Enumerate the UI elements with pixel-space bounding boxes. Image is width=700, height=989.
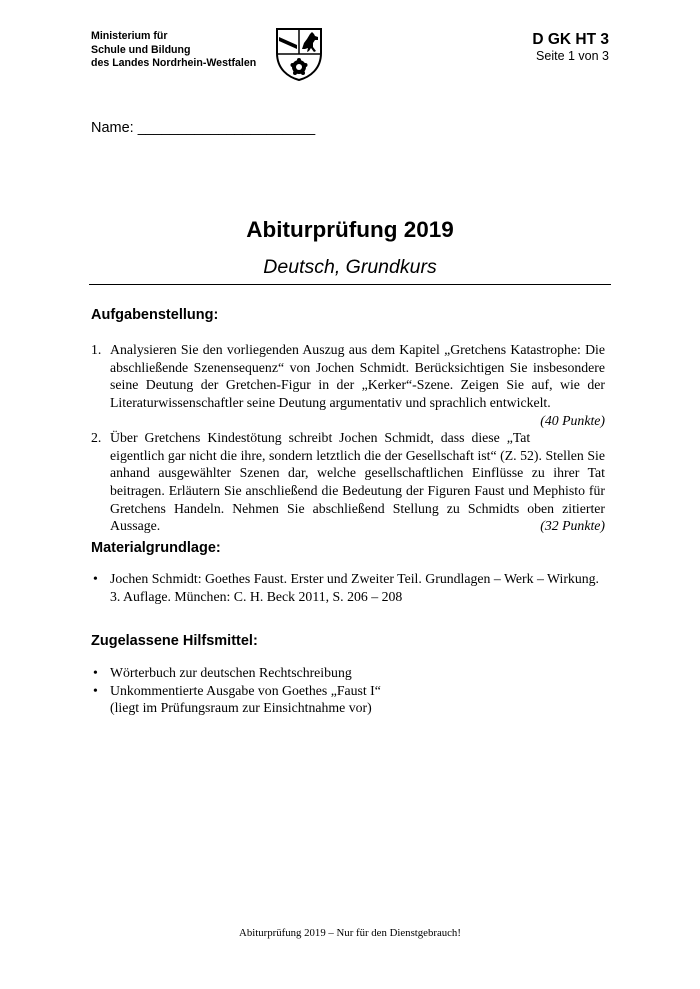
aids-list [91, 664, 605, 717]
task-points: (32 Punkte) [540, 518, 605, 534]
aid-note: (liegt im Prüfungsraum zur Einsichtnahme vor) [110, 700, 372, 716]
page-title: Abiturprüfung 2019 [246, 217, 454, 242]
task-number: 1. [91, 342, 102, 357]
material-text: Jochen Schmidt: Goethes Faust. Erster und Zweiter Teil. Grundlagen – Werk – Wirkung. 3. Auflage. München: C. H. Beck 2011, S. 206 – 208 [110, 571, 599, 604]
exam-code: D GK HT 3 [532, 31, 609, 48]
ministry-name [91, 30, 256, 71]
tasks-heading: Aufgabenstellung: [91, 307, 219, 323]
list-item [91, 664, 605, 682]
aid-text: Unkommentierte Ausgabe von Goethes „Faust I“ [110, 682, 381, 698]
ministry-line-1: Ministerium für [91, 30, 168, 42]
nrw-coat-of-arms-icon [274, 27, 324, 81]
task-item-2 [91, 429, 605, 535]
materials-heading: Materialgrundlage: [91, 540, 221, 556]
task-text: Analysieren Sie den vorliegenden Auszug aus dem Kapitel „Gretchens Katastrophe: Die abschließende Szenensequenz“ von Jochen Schmidt. Berücksichtigen Sie insbesondere seine Deutung der Gretchen-Figur in der „Kerker“-Szene. Zeigen Sie auf, wie der Literaturwissenschaftler seine Deutung argumentativ und sprachlich entwickelt. [110, 342, 605, 411]
list-item [91, 570, 605, 605]
page-footer: Abiturprüfung 2019 – Nur für den Dienstgebrauch! [239, 927, 461, 939]
bullet: • [93, 571, 98, 586]
task-number: 2. [91, 429, 102, 445]
title-divider [89, 284, 611, 285]
bullet: • [93, 665, 98, 680]
aids-heading: Zugelassene Hilfsmittel: [91, 633, 258, 649]
page-subtitle: Deutsch, Grundkurs [263, 256, 437, 278]
page-info: Seite 1 von 3 [536, 49, 609, 63]
ministry-line-2: Schule und Bildung [91, 43, 191, 56]
task-points: (40 Punkte) [540, 412, 605, 428]
task-text: Über Gretchens Kindestötung schreibt Jochen Schmidt, dass diese „Tat eigentlich gar nicht die ihre, sondern letztlich die der Gesellschaft ist“ (Z. 52). Stellen Sie anhand ausgewählter Szenen dar, welche gesellschaftlichen Einflüsse zu ihrer Tat beitragen. Erläutern Sie anschließend die Bedeutung der Figuren Faust und Mephisto für Gretchens Handeln. Nehmen Sie abschließend Stellung zu Schmidts oben zitierter Aussage. [110, 429, 605, 534]
bullet: • [93, 682, 98, 698]
ministry-line-3: des Landes Nordrhein-Westfalen [91, 57, 257, 70]
list-item [91, 682, 605, 717]
exam-code-block [532, 31, 609, 64]
name-field: Name: ______________________ [91, 120, 316, 136]
task-list [91, 341, 605, 552]
task-item-1 [91, 341, 605, 428]
materials-list [91, 570, 605, 605]
aid-text: Wörterbuch zur deutschen Rechtschreibung [110, 665, 352, 680]
